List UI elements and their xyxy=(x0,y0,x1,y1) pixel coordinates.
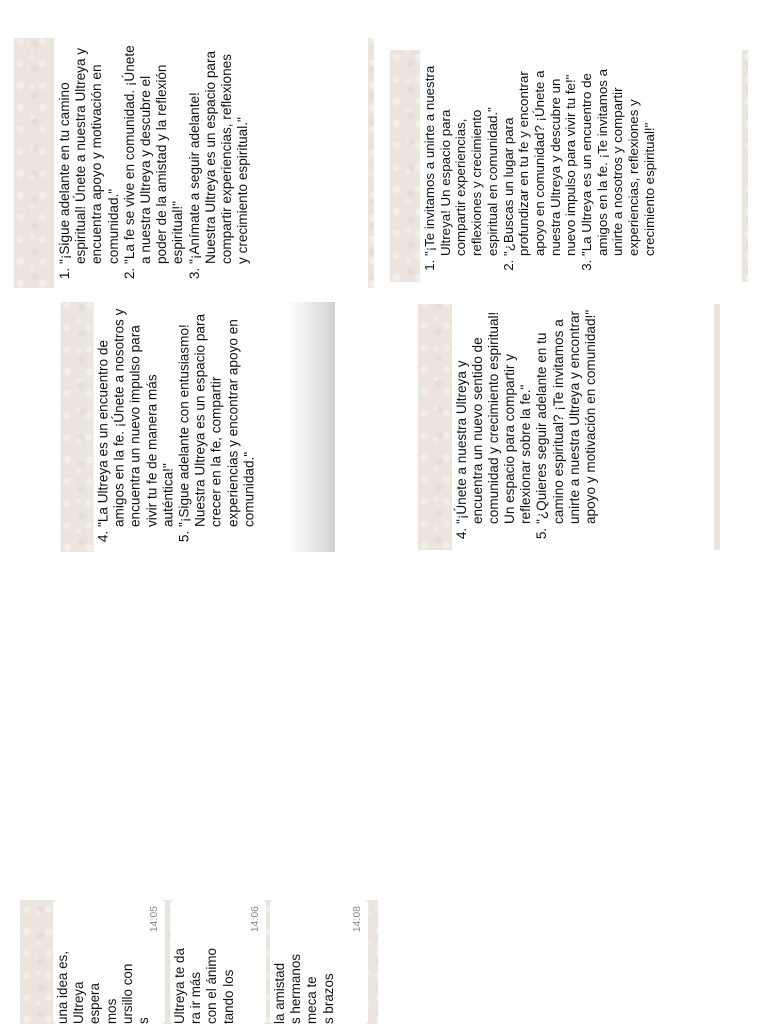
message-bubble xyxy=(54,38,368,288)
list-item: 4. "¡Únete a nuestra Ultreya y encuentra un nuevo sentido de comunidad y crecimiento espiritual! Un espacio para compartir y reflexionar sobre la fe." xyxy=(454,308,534,524)
list-item: 3. "La Ultreya es un encuentro de amigos en la fe. ¡Te invitamos a unirte a nosotros y compartir experiencias, reflexiones y crecimiento espiritual!" xyxy=(579,54,658,256)
message-text: la amistad s hermanos meca te s brazos xyxy=(272,954,336,1024)
message-bubble xyxy=(93,302,335,552)
list-item: 5. "¡Sigue adelante con entusiasmo! Nuestra Ultreya es un espacio para crecer en la fe, compartir experiencias y encontrar apoyo en comunidad." xyxy=(176,307,257,527)
message-list-3 xyxy=(422,54,658,276)
message-time: 14:06 xyxy=(248,906,261,933)
message-list-1 xyxy=(57,44,251,284)
list-item: 2. "¿Buscas un lugar para profundizar en tu fe y encontrar apoyo en comunidad? ¡Únete a nuestra Ultreya y descubre un nuevo impulso para vivir tu fe!" xyxy=(501,54,580,256)
list-item: 5. "¿Quieres seguir adelante en tu camino espiritual? ¡Te invitamos a unirte a nuestra Ultreya y encontrar apoyo y motivación en comunidad!" xyxy=(534,308,598,524)
chat-message xyxy=(170,900,266,1024)
list-item: 1. "¡Sigue adelante en tu camino espiritual! Únete a nuestra Ultreya y encuentra apoyo y motivación en comunidad." xyxy=(57,44,122,264)
list-item: 3. "¡Anímate a seguir adelante! Nuestra Ultreya es un espacio para compartir experiencias, reflexiones y crecimiento espiritual." xyxy=(187,44,252,264)
message-bubble xyxy=(452,304,714,550)
list-item: 1. "¡Te invitamos a unirte a nuestra Ultreya! Un espacio para compartir experiencias, reflexiones y crecimiento espiritual en comunidad." xyxy=(422,54,501,256)
message-text: Ultreya te da ra ir más con el ánimo tando los xyxy=(172,948,236,1024)
message-time: 14:05 xyxy=(147,906,160,933)
list-item: 4. "La Ultreya es un encuentro de amigos en la fe. ¡Únete a nosotros y encuentra un nuevo impulso para vivir tu fe de manera más auténtica!" xyxy=(95,307,176,527)
message-bubble xyxy=(420,50,742,282)
message-card-3 xyxy=(390,50,748,282)
message-text: una idea es, Ultreya espera mos ursillo con s xyxy=(55,951,152,1024)
message-list-2 xyxy=(95,307,257,547)
message-list-4 xyxy=(454,308,599,544)
message-card-4 xyxy=(418,304,720,550)
message-card-5 xyxy=(20,900,378,1024)
message-card-2 xyxy=(60,302,335,552)
message-time: 14:08 xyxy=(350,906,363,933)
message-card-1 xyxy=(14,38,374,288)
chat-message xyxy=(270,900,368,1024)
chat-message xyxy=(53,900,165,1024)
list-item: 2. "La fe se vive en comunidad. ¡Únete a nuestra Ultreya y descubre el poder de la amistad y la reflexión espiritual!" xyxy=(122,44,187,264)
